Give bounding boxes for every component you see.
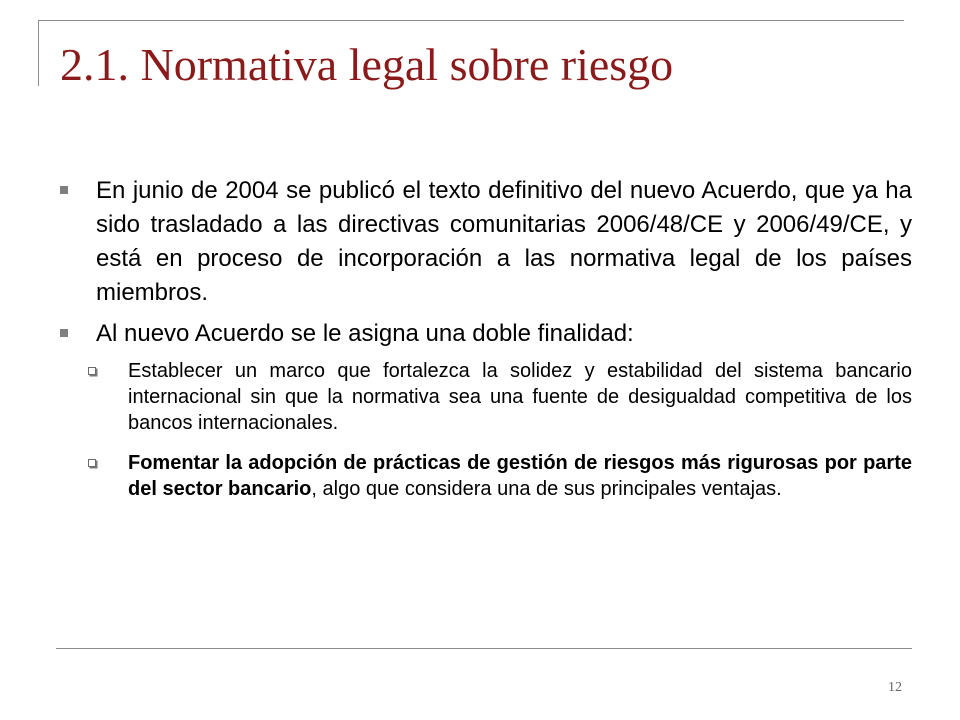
sub-bullet-item [84,358,912,436]
checkbox-bullet-icon [88,459,96,467]
sub-bullet-text: Establecer un marco que fortalezca la solidez y estabilidad del sistema bancario internacional sin que la normativa sea una fuente de desigualdad competitiva de los bancos internacionales. [128,360,912,434]
top-rule [38,20,904,21]
sub-bullet-bold-text: Fomentar la adopción de prácticas de gestión de riesgos más rigurosas por parte del sector bancario [128,452,912,500]
square-bullet-icon [60,186,68,194]
sub-bullet-item [84,450,912,502]
sub-bullet-rest-text: , algo que considera una de sus principales ventajas. [311,478,782,500]
bullet-item [56,174,912,310]
bullet-item [56,317,912,351]
slide-title: 2.1. Normativa legal sobre riesgo [60,39,674,90]
sub-bullet-text [128,452,912,500]
checkbox-bullet-icon [88,367,96,375]
page-number: 12 [888,680,902,695]
square-bullet-icon [60,329,68,337]
bullet-text: Al nuevo Acuerdo se le asigna una doble finalidad: [96,320,634,347]
sub-bullet-list [56,358,912,502]
bullet-text: En junio de 2004 se publicó el texto definitivo del nuevo Acuerdo, que ya ha sido trasladado a las directivas comunitarias 2006/48/CE y 2006/49/CE, y está en proceso de incorporación a las normativa legal de los países miembros. [96,177,912,306]
left-rule [38,20,39,86]
bottom-rule [56,648,912,649]
slide-body [56,174,912,516]
